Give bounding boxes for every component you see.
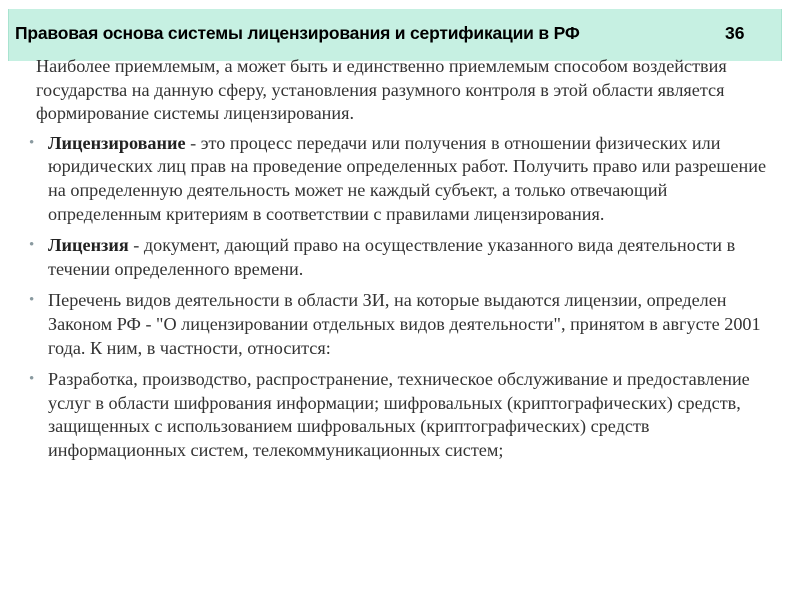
bullet-icon: • [29,237,35,254]
slide-body [26,55,776,471]
bullet-icon: • [29,134,35,151]
bullet-item-license [26,234,776,281]
activity-list-text: Перечень видов деятельности в области ЗИ, на которые выдаются лицензии, определен Законом РФ - "О лицензировании отдельных видов деятельности", принятом в августе 2001 года. К ним, в частности, относится: [48,290,761,358]
bullet-icon: • [29,292,35,309]
slide-number: 36 [725,23,745,43]
slide-title: Правовая основа системы лицензирования и сертификации в РФ [15,23,580,43]
bullet-item-activity-list [26,289,776,360]
term-licensing: Лицензирование [48,132,186,153]
intro-paragraph: Наиболее приемлемым, а может быть и единственно приемлемым способом воздействия государства на данную сферу, установления разумного контроля в этой области является формирование системы лицензирования. [36,56,727,124]
bullet-icon: • [29,371,35,388]
title-bar [8,9,782,61]
bullet-item-licensing [26,132,776,226]
term-license: Лицензия [48,235,129,256]
definition-licensing: - это процесс передачи или получения в отношении физических или юридических лиц прав на проведение определенных работ. Получить право или разрешение на определенную деятельность может не каждый субъект, а только отвечающий определенным критериям в соответствии с правилами лицензирования. [48,132,767,224]
cryptography-text: Разработка, производство, распространение, техническое обслуживание и предоставление услуг в области шифрования информации; шифровальных (криптографических) средств, защищенных с использованием шифровальных (криптографических) средств информационных систем, телекоммуникационных систем; [48,369,750,460]
bullet-item-cryptography [26,368,776,462]
definition-license: - документ, дающий право на осуществление указанного вида деятельности в течении определенного времени. [48,235,736,279]
